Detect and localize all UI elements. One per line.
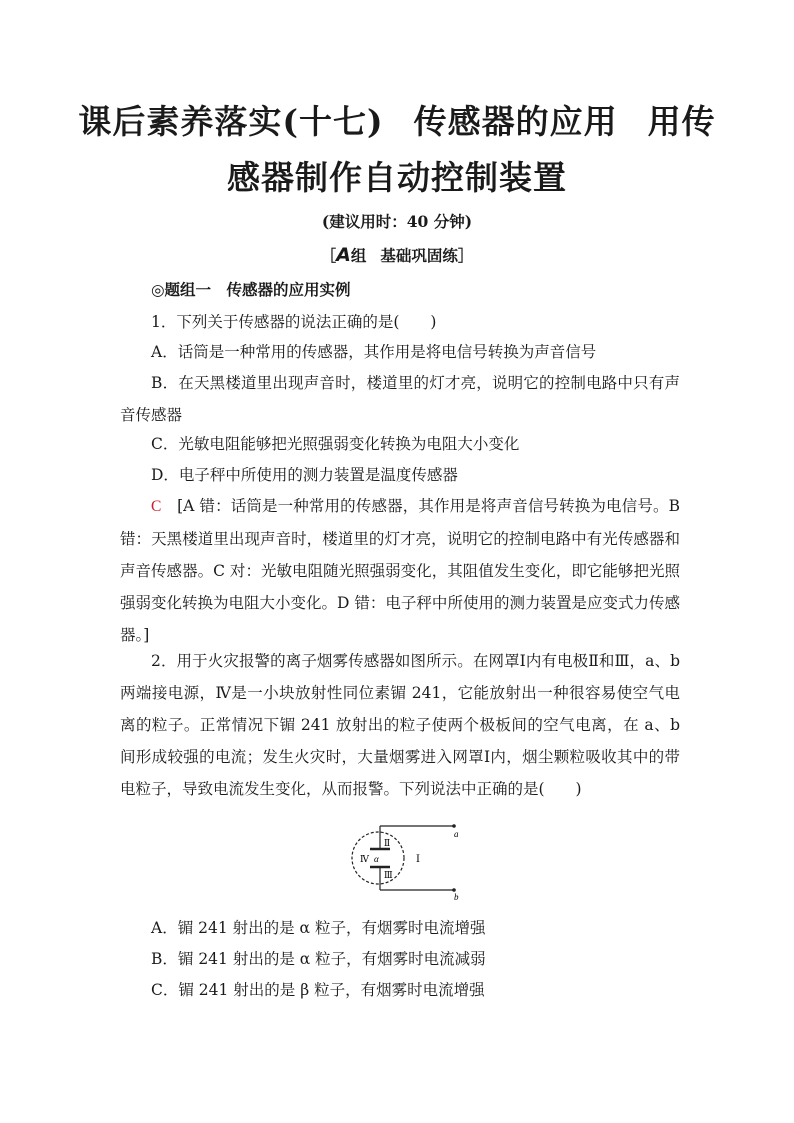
terminal-a-dot <box>452 824 456 828</box>
question-2-stem: 2．用于火灾报警的离子烟雾传感器如图所示。在网罩Ⅰ内有电极Ⅱ和Ⅲ，a、b 两端接电源，Ⅳ是一小块放射性同位素镅 241，它能放射出一种很容易使空气电离的粒子。正常情况下镅 241 放射出的粒子使两个极板间的空气电离，在 a、b 间形成较强的电流；发生火灾时，大量烟雾进入网罩Ⅰ内，烟尘颗粒吸收其中的带电粒子，导致电流发生变化，从而报警。下列说法中正确的是( ) <box>120 652 680 798</box>
question-2-option-c: C．镅 241 射出的是 β 粒子，有烟雾时电流增强 <box>151 981 485 999</box>
group-letter: A <box>336 244 351 266</box>
page-title-line2: 感器制作自动控制装置 <box>227 158 567 197</box>
question-1-answer-block <box>120 490 680 651</box>
question-1-answer: C <box>151 498 162 515</box>
group-close-bracket: ］ <box>457 246 474 265</box>
question-1-stem: 1．下列关于传感器的说法正确的是( ) <box>151 313 437 331</box>
group-open-bracket: ［ <box>320 246 337 265</box>
page-title <box>0 96 794 143</box>
label-a: a <box>454 829 459 839</box>
label-iv: Ⅳ <box>360 855 369 865</box>
section-heading: ◎题组一 传感器的应用实例 <box>151 280 351 299</box>
question-1-option-a: A．话筒是一种常用的传感器，其作用是将电信号转换为声音信号 <box>151 343 597 361</box>
question-1-option-b: B．在天黑楼道里出现声音时，楼道里的灯才亮，说明它的控制电路中只有声音传感器 <box>120 374 680 424</box>
group-label: 组 <box>350 246 367 265</box>
group-name: 基础巩固练 <box>380 246 458 265</box>
question-1-explanation: [A 错：话筒是一种常用的传感器，其作用是将声音信号转换为电信号。B 错：天黑楼道里出现声音时，楼道里的灯才亮，说明它的控制电路中有光传感器和声音传感器。C 对：光敏电阻随光照强弱变化，其阻值发生变化，即它能够把光照强弱变化转换为电阻大小变化。D 错：电子秤中所使用的测力装置是应变式力传感器。] <box>120 497 680 644</box>
label-i: Ⅰ <box>416 854 420 865</box>
title-part2: 传感器的应用 <box>413 102 618 141</box>
label-iii: Ⅲ <box>384 871 393 881</box>
label-alpha: α <box>374 854 379 864</box>
group-heading <box>0 244 794 266</box>
title-part3: 用传 <box>647 102 716 141</box>
label-b: b <box>454 892 459 902</box>
question-1-option-c: C．光敏电阻能够把光照强弱变化转换为电阻大小变化 <box>151 435 520 453</box>
suggested-time: (建议用时：40 分钟) <box>321 212 473 231</box>
question-2-option-a: A．镅 241 射出的是 α 粒子，有烟雾时电流增强 <box>151 919 486 937</box>
label-ii: Ⅱ <box>384 839 391 849</box>
question-2-option-b: B．镅 241 射出的是 α 粒子，有烟雾时电流减弱 <box>151 950 486 968</box>
title-part1: 课后素养落实(十七) <box>78 102 384 141</box>
question-1-option-d: D．电子秤中所使用的测力装置是温度传感器 <box>151 466 458 484</box>
smoke-sensor-figure <box>350 813 470 903</box>
